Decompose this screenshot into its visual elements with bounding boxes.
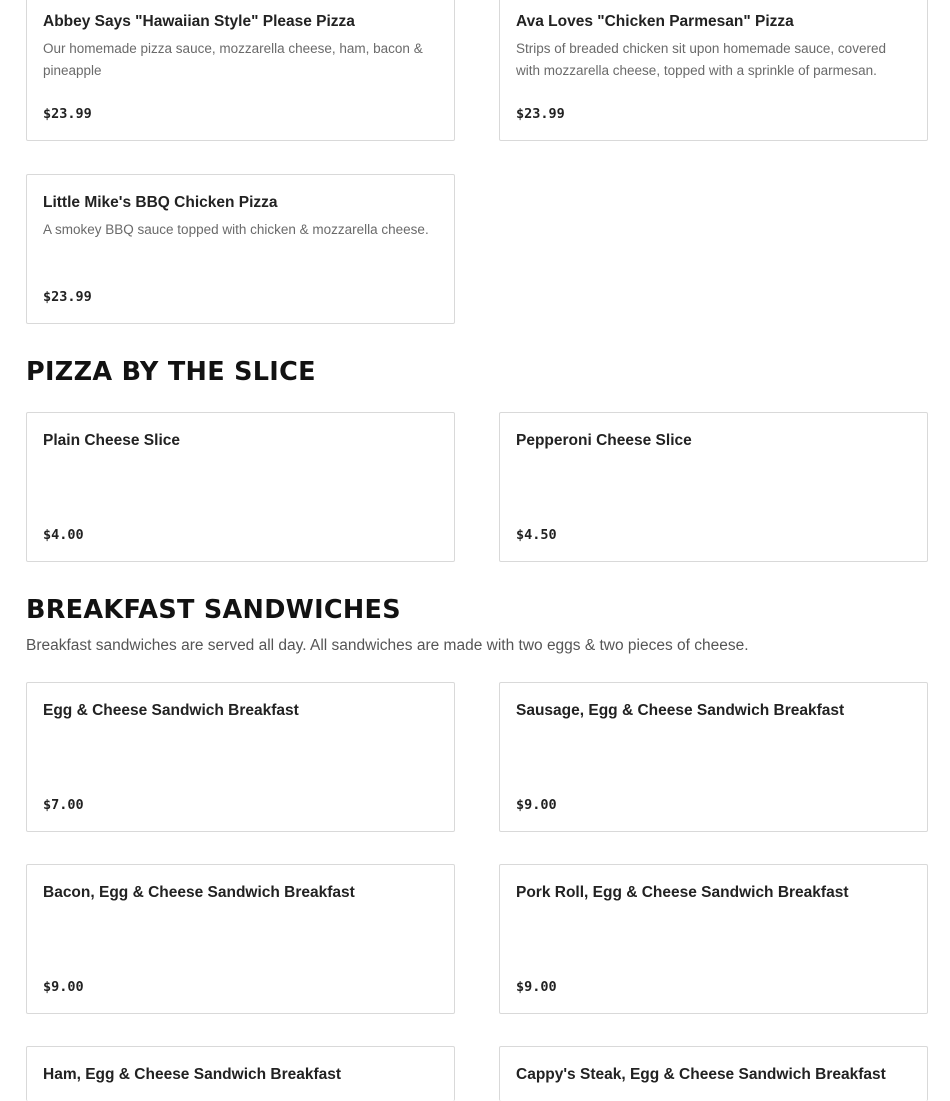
menu-item-price: $9.00 (516, 797, 557, 813)
menu-item-price: $9.00 (516, 979, 557, 995)
menu-item-card[interactable] (499, 682, 928, 832)
menu-item-name: Egg & Cheese Sandwich Breakfast (43, 702, 299, 719)
menu-item-price: $7.00 (43, 797, 84, 813)
menu-item-card[interactable] (26, 682, 455, 832)
menu-item-name: Cappy's Steak, Egg & Cheese Sandwich Breakfast (516, 1066, 886, 1083)
menu-item-price: $4.50 (516, 527, 557, 543)
menu-item-description: A smokey BBQ sauce topped with chicken & mozzarella cheese. (43, 222, 429, 237)
menu-item-name: Plain Cheese Slice (43, 432, 180, 449)
menu-item-price: $9.00 (43, 979, 84, 995)
menu-item-card[interactable] (26, 0, 455, 141)
menu-item-card[interactable] (26, 174, 455, 324)
menu-item-price: $23.99 (43, 289, 92, 305)
menu-item-name: Pork Roll, Egg & Cheese Sandwich Breakfast (516, 884, 849, 901)
menu-item-card[interactable] (26, 864, 455, 1014)
menu-item-card[interactable] (499, 864, 928, 1014)
menu-item-name: Ham, Egg & Cheese Sandwich Breakfast (43, 1066, 342, 1083)
menu-item-name: Sausage, Egg & Cheese Sandwich Breakfast (516, 702, 845, 719)
menu-item-name: Bacon, Egg & Cheese Sandwich Breakfast (43, 884, 355, 901)
menu-item-card[interactable] (26, 412, 455, 562)
section-description: Breakfast sandwiches are served all day. All sandwiches are made with two eggs & two pieces of cheese. (26, 637, 749, 654)
menu-item-name: Little Mike's BBQ Chicken Pizza (43, 194, 278, 211)
menu-item-name: Pepperoni Cheese Slice (516, 432, 692, 449)
menu-item-card[interactable] (26, 1046, 455, 1101)
menu-item-name: Ava Loves "Chicken Parmesan" Pizza (516, 13, 794, 30)
menu-item-card[interactable] (499, 412, 928, 562)
section-title-pizza-by-the-slice: PIZZA BY THE SLICE (26, 357, 316, 387)
section-title-breakfast-sandwiches: BREAKFAST SANDWICHES (26, 595, 401, 625)
menu-item-description: Strips of breaded chicken sit upon homemade sauce, covered with mozzarella cheese, topped with a sprinkle of parmesan. (516, 41, 886, 78)
menu-item-price: $23.99 (516, 106, 565, 122)
menu-item-description: Our homemade pizza sauce, mozzarella cheese, ham, bacon & pineapple (43, 41, 423, 78)
menu-item-price: $23.99 (43, 106, 92, 122)
menu-item-price: $4.00 (43, 527, 84, 543)
menu-item-card[interactable] (499, 1046, 928, 1101)
menu-item-name: Abbey Says "Hawaiian Style" Please Pizza (43, 13, 355, 30)
menu-item-card[interactable] (499, 0, 928, 141)
